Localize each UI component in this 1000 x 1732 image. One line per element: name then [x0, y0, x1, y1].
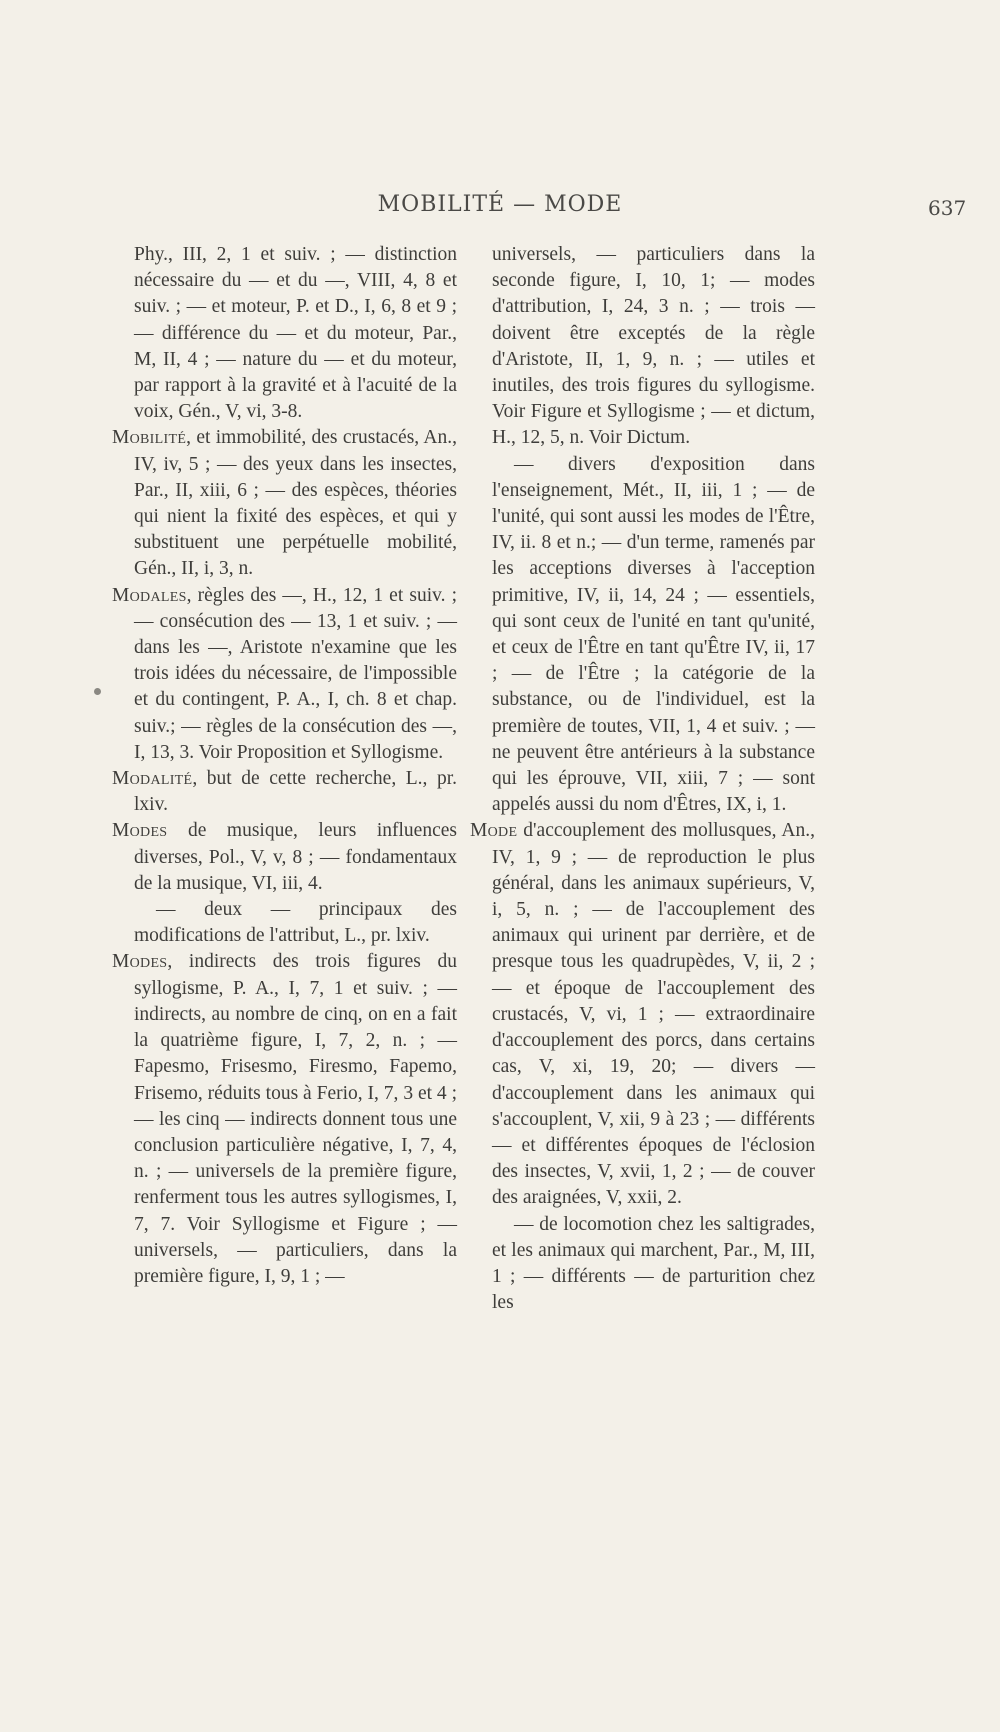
index-entry-mode: [470, 818, 815, 1211]
index-entry-continued: [112, 242, 457, 425]
left-column: [112, 242, 457, 1290]
entry-text: , et immobilité, des crustacés, An., IV, iv, 5 ; — des yeux dans les insectes, Par., II, xiii, 6 ; — des espèces, théories qui nient la fixité des espèces, et qui y substituent une perpétuelle mobilité, Gén., II, i, 3, n.: [134, 427, 457, 580]
page-number: 637: [928, 196, 967, 220]
entry-text: — divers d'exposition dans l'enseignement, Mét., II, iii, 1 ; — de l'unité, qui sont aussi les modes de l'Être, IV, ii. 8 et n.; — d'un terme, ramenés par les acceptions diverses à l'acception primitive, IV, ii, 14, 24 ; — essentiels, qui sont ceux de l'unité en tant qu'unité, et ceux de l'Être en tant qu'Être IV, ii, 17 ; — de l'Être ; la catégorie de la substance, ou de l'individuel, est la première de toutes, VII, 1, 4 et suiv. ; — ne peuvent être antérieurs à la substance qui les éprouve, VII, xiii, 7 ; — sont appelés aussi du nom d'Êtres, IX, i, 1.: [492, 453, 815, 816]
entry-headword: Modales: [112, 584, 187, 606]
entry-text: universels, — particuliers dans la seconde figure, I, 10, 1; — modes d'attribution, I, 24, 3 n. ; — trois — doivent être exceptés de la règle d'Aristote, II, 1, 9, n. ; — utiles et inutiles, des trois figures du syllogisme. Voir Figure et Syllogisme ; — et dictum, H., 12, 5, n. Voir Dictum.: [492, 244, 815, 449]
entry-text: de musique, leurs influences diverses, Pol., V, v, 8 ; — fondamentaux de la musique, VI, iii, 4.: [134, 820, 457, 894]
entry-headword: Mode: [470, 820, 518, 842]
index-entry-modales: [112, 583, 457, 766]
entry-text: — de locomotion chez les saltigrades, et les animaux qui marchent, Par., M, III, 1 ; — différents — de parturition chez les: [492, 1213, 815, 1314]
index-subentry: [470, 452, 815, 819]
entry-text: , indirects des trois figures du syllogisme, P. A., I, 7, 1 et suiv. ; — indirects, au nombre de cinq, on en a fait la quatrième figure, I, 7, 2, n. ; — Fapesmo, Frisesmo, Firesmo, Fapemo, Frisemo, réduits tous à Ferio, I, 7, 3 et 4 ; — les cinq — indirects donnent tous une conclusion particulière négative, I, 7, 4, n. ; — universels de la première figure, renferment tous les autres syllogismes, I, 7, 7. Voir Syllogisme et Figure ; — universels, — particuliers, dans la première figure, I, 9, 1 ; —: [134, 951, 457, 1287]
entry-text: d'accouplement des mollusques, An., IV, 1, 9 ; — de reproduction le plus général, dans les animaux supérieurs, V, i, 5, n. ; — de l'accouplement des animaux qui urinent par derrière, et de presque tous les quadrupèdes, V, ii, 2 ; — et époque de l'accouplement des crustacés, V, vi, 1 ; — extraordinaire d'accouplement des porcs, dans certains cas, V, xi, 19, 20; — divers — d'accouplement dans les animaux qui s'accouplent, V, xii, 9 à 23 ; — différents — et différentes époques de l'éclosion des insectes, V, xvii, 1, 2 ; — de couver des araignées, V, xxii, 2.: [492, 820, 815, 1209]
entry-text: , but de cette recherche, L., pr. lxiv.: [134, 768, 457, 816]
entry-text: Phy., III, 2, 1 et suiv. ; — distinction nécessaire du — et du —, VIII, 4, 8 et suiv. ; — et moteur, P. et D., I, 6, 8 et 9 ; — différence du — et du moteur, Par., M, II, 4 ; — nature du — et du moteur, par rapport à la gravité et à l'acuité de la voix, Gén., V, vi, 3-8.: [134, 244, 457, 423]
entry-headword: Modes: [112, 820, 168, 842]
index-entry-modalite: [112, 766, 457, 818]
entry-headword: Mobilité: [112, 427, 187, 449]
right-column: [470, 242, 815, 1316]
entry-text: — deux — principaux des modifications de l'attribut, L., pr. lxiv.: [134, 899, 457, 947]
index-subentry: [470, 1212, 815, 1317]
running-title: MOBILITÉ — MODE: [377, 192, 623, 217]
index-entry-modes-musique: [112, 818, 457, 897]
entry-headword: Modes: [112, 951, 168, 973]
index-entry-modes-syllogisme: [112, 949, 457, 1290]
index-subentry: [112, 897, 457, 949]
entry-headword: Modalité: [112, 768, 193, 790]
index-entry-mobilite: [112, 425, 457, 582]
entry-text: , règles des —, H., 12, 1 et suiv. ; — consécution des — 13, 1 et suiv. ; — dans les —, Aristote n'examine que les trois idées du nécessaire, de l'impossible et du contingent, P. A., I, ch. 8 et chap. suiv.; — règles de la consécution des —, I, 13, 3. Voir Proposition et Syllogisme.: [134, 584, 457, 763]
index-entry-continued: [470, 242, 815, 452]
margin-dot-icon: [94, 688, 101, 695]
